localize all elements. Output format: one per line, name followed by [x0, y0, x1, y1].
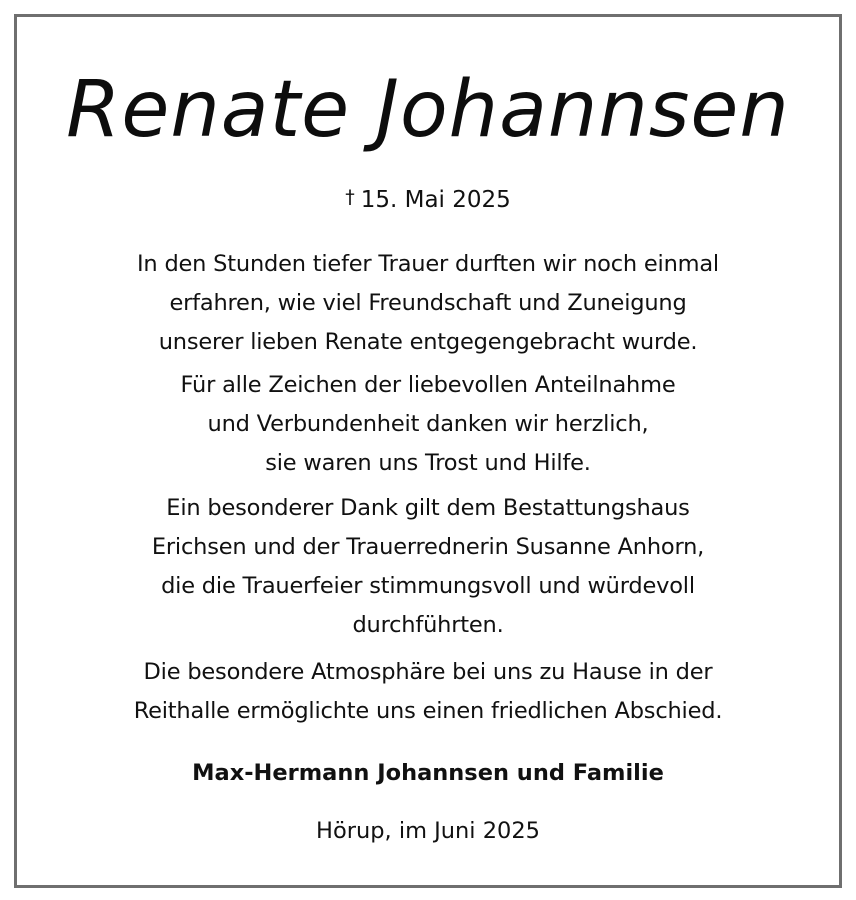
text-line: unserer lieben Renate entgegengebracht wurde.	[158, 329, 698, 355]
death-date-line	[0, 184, 856, 217]
paragraph-1	[60, 245, 796, 362]
text-line: Ein besonderer Dank gilt dem Bestattungshaus	[166, 495, 690, 521]
place-and-date: Hörup, im Juni 2025	[316, 818, 540, 844]
death-date: 15. Mai 2025	[360, 187, 511, 213]
text-line: erfahren, wie viel Freundschaft und Zuneigung	[169, 290, 687, 316]
paragraph-4	[60, 653, 796, 731]
text-line: Die besondere Atmosphäre bei uns zu Hause in der	[143, 659, 713, 685]
cross-icon: †	[345, 186, 355, 208]
text-line: Für alle Zeichen der liebevollen Anteilnahme	[180, 372, 676, 398]
paragraph-3	[60, 489, 796, 645]
text-line: Reithalle ermöglichte uns einen friedlichen Abschied.	[133, 698, 723, 724]
text-line: die die Trauerfeier stimmungsvoll und würdevoll	[161, 573, 695, 599]
text-line: sie waren uns Trost und Hilfe.	[265, 450, 591, 476]
text-line: In den Stunden tiefer Trauer durften wir noch einmal	[137, 251, 719, 277]
text-line: Erichsen und der Trauerrednerin Susanne Anhorn,	[151, 534, 705, 560]
text-line: durchführten.	[352, 612, 504, 638]
text-line: und Verbundenheit danken wir herzlich,	[207, 411, 649, 437]
paragraph-2	[60, 366, 796, 483]
signature: Max-Hermann Johannsen und Familie	[192, 760, 664, 786]
deceased-name: Renate Johannsen	[66, 65, 790, 155]
